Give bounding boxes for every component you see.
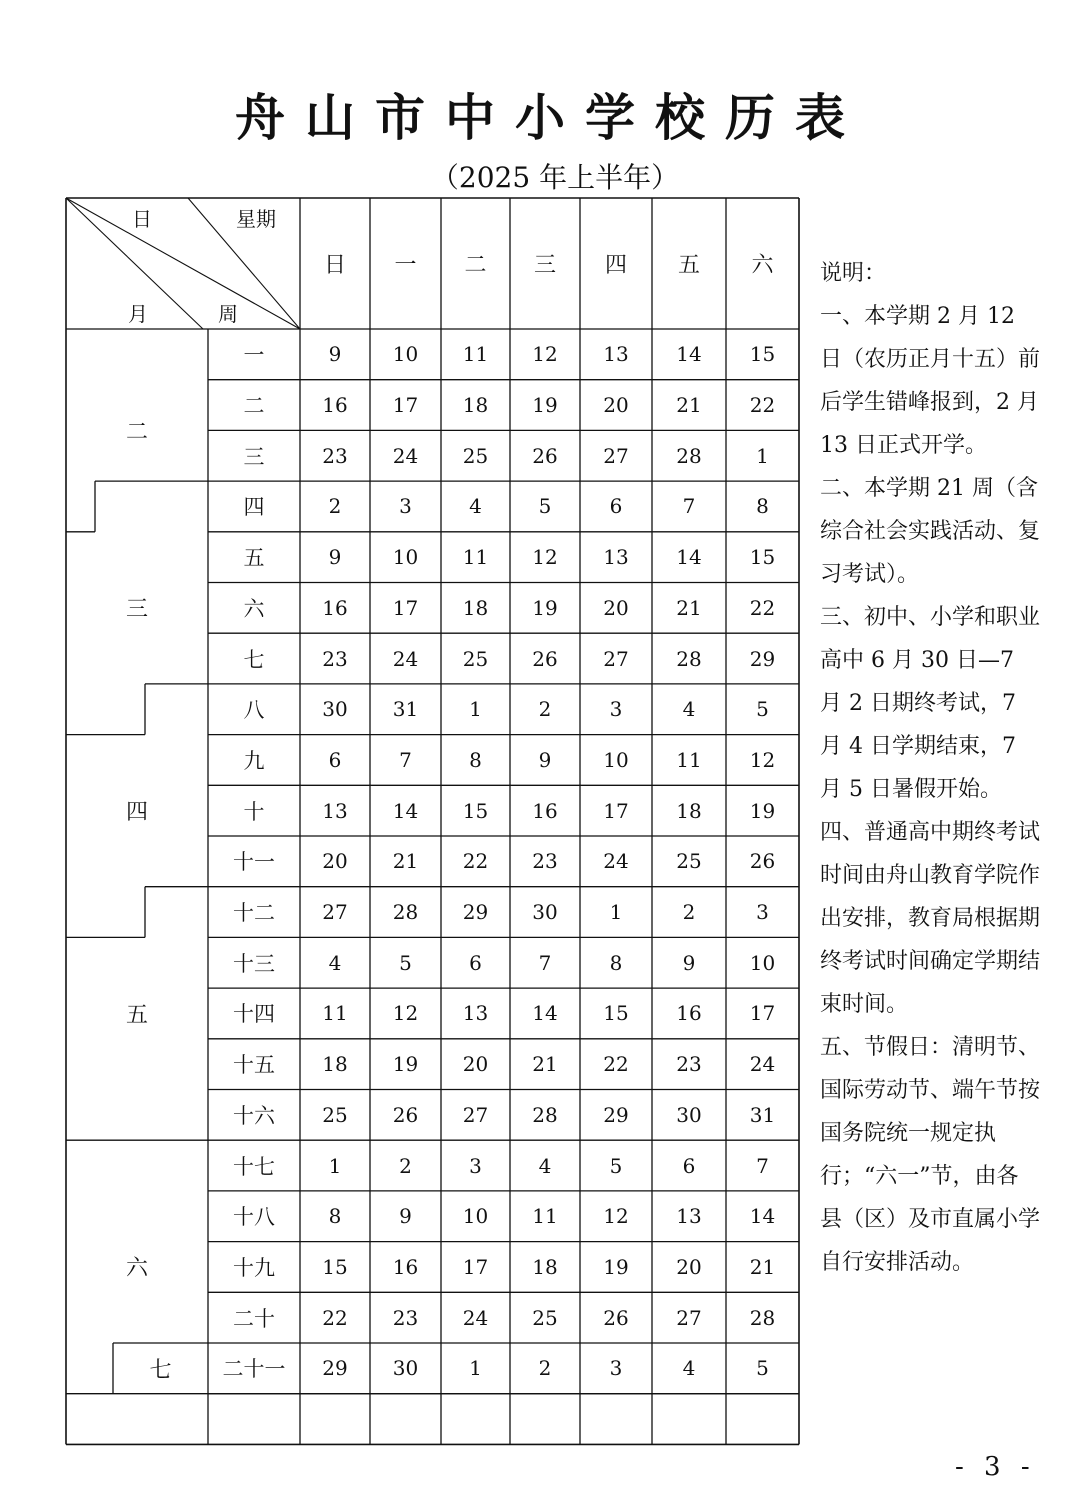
header-week-label: 周	[218, 301, 238, 326]
day-cell: 14	[676, 545, 702, 570]
day-cell: 23	[676, 1052, 702, 1077]
week-number: 十六	[233, 1103, 275, 1128]
day-cell: 28	[749, 1305, 776, 1330]
day-cell: 12	[532, 342, 558, 367]
header-weekday-label: 星期	[236, 206, 276, 231]
week-number: 十七	[233, 1154, 275, 1179]
day-cell: 2	[538, 697, 552, 722]
day-cell: 19	[392, 1052, 419, 1077]
day-cell: 3	[469, 1153, 482, 1178]
day-cell: 11	[322, 1001, 348, 1026]
day-cell: 19	[532, 595, 558, 620]
day-cell: 7	[756, 1153, 769, 1178]
day-cell: 4	[469, 494, 482, 519]
month-label: 三	[125, 597, 148, 623]
day-cell: 27	[603, 443, 629, 468]
day-cell: 9	[399, 1204, 412, 1229]
page-number: - 3 -	[955, 1452, 1036, 1482]
day-cell: 21	[676, 595, 702, 620]
day-cell: 22	[322, 1305, 348, 1330]
week-number: 五	[243, 546, 265, 571]
day-cell: 18	[462, 393, 489, 418]
day-cell: 17	[603, 798, 629, 823]
day-cell: 13	[462, 1001, 489, 1026]
day-cell: 26	[603, 1305, 629, 1330]
day-cell: 16	[322, 393, 348, 418]
day-cell: 9	[328, 342, 342, 367]
day-cell: 1	[469, 697, 482, 722]
month-label: 六	[125, 1256, 148, 1282]
day-cell: 31	[749, 1102, 776, 1127]
page-title: 舟山市中小学校历表	[235, 89, 865, 147]
day-cell: 25	[532, 1305, 558, 1330]
week-number: 十	[243, 799, 265, 824]
day-cell: 18	[462, 595, 489, 620]
weekday-header: 四	[604, 253, 627, 278]
day-cell: 19	[603, 1254, 629, 1279]
weekday-header: 三	[533, 253, 556, 278]
day-cell: 23	[322, 646, 348, 671]
day-cell: 9	[682, 950, 696, 975]
day-cell: 14	[676, 342, 702, 367]
day-cell: 28	[676, 646, 702, 671]
day-cell: 6	[609, 494, 623, 519]
day-cell: 3	[609, 697, 623, 722]
notes-heading: 说明：	[820, 261, 887, 286]
week-number: 十五	[233, 1053, 275, 1078]
day-cell: 29	[462, 900, 489, 925]
day-cell: 24	[392, 646, 419, 671]
day-cell: 26	[392, 1102, 419, 1127]
day-cell: 17	[392, 595, 419, 620]
day-cell: 4	[682, 697, 696, 722]
day-cell: 25	[462, 646, 489, 671]
day-cell: 5	[756, 1356, 769, 1381]
day-cell: 25	[462, 443, 489, 468]
day-cell: 10	[392, 545, 419, 570]
day-cell: 17	[462, 1254, 489, 1279]
day-cell: 16	[676, 1001, 702, 1026]
weekday-header: 六	[751, 253, 774, 278]
weekday-header: 二	[464, 253, 487, 278]
day-cell: 12	[749, 747, 776, 772]
day-cell: 30	[392, 1356, 419, 1381]
day-cell: 9	[328, 545, 342, 570]
day-cell: 30	[676, 1102, 702, 1127]
note-item: 三、初中、小学和职业高中 6 月 30 日—7 月 2 日期终考试，7 月 4 日学期结束，7 月 5 日暑假开始。	[820, 605, 1041, 802]
week-number: 十二	[233, 901, 275, 926]
day-cell: 1	[469, 1356, 482, 1381]
day-cell: 31	[392, 697, 419, 722]
day-cell: 15	[462, 798, 489, 823]
day-cell: 30	[322, 697, 348, 722]
day-cell: 14	[749, 1204, 776, 1229]
day-cell: 17	[392, 393, 419, 418]
week-number: 十九	[233, 1255, 275, 1280]
day-cell: 12	[532, 545, 558, 570]
day-cell: 29	[749, 646, 776, 671]
day-cell: 8	[469, 747, 482, 772]
day-cell: 2	[328, 494, 342, 519]
day-cell: 7	[682, 494, 696, 519]
week-number: 一	[243, 343, 265, 368]
day-cell: 18	[676, 798, 702, 823]
day-cell: 1	[328, 1153, 342, 1178]
day-cell: 1	[609, 900, 623, 925]
day-cell: 6	[682, 1153, 696, 1178]
day-cell: 22	[749, 595, 776, 620]
day-cell: 2	[399, 1153, 412, 1178]
day-cell: 25	[676, 849, 702, 874]
day-cell: 11	[676, 747, 702, 772]
day-cell: 16	[322, 595, 348, 620]
day-cell: 23	[322, 443, 348, 468]
day-cell: 28	[532, 1102, 558, 1127]
day-cell: 5	[756, 697, 769, 722]
day-cell: 8	[328, 1204, 342, 1229]
day-cell: 17	[749, 1001, 776, 1026]
day-cell: 24	[392, 443, 419, 468]
week-number: 三	[243, 444, 265, 469]
day-cell: 22	[603, 1052, 629, 1077]
week-number: 十一	[233, 850, 275, 875]
day-cell: 13	[603, 342, 629, 367]
day-cell: 15	[603, 1001, 629, 1026]
day-cell: 21	[676, 393, 702, 418]
day-cell: 26	[532, 443, 558, 468]
day-cell: 3	[609, 1356, 623, 1381]
day-cell: 3	[399, 494, 412, 519]
day-cell: 10	[749, 950, 776, 975]
day-cell: 20	[603, 393, 629, 418]
weekday-header: 五	[677, 253, 700, 278]
note-item: 二、本学期 21 周（含综合社会实践活动、复习考试）。	[820, 476, 1041, 587]
day-cell: 12	[603, 1204, 629, 1229]
day-cell: 14	[392, 798, 419, 823]
week-number: 十三	[233, 951, 275, 976]
day-cell: 23	[392, 1305, 419, 1330]
header-day-label: 日	[132, 206, 152, 231]
day-cell: 5	[399, 950, 412, 975]
week-number: 九	[243, 748, 265, 773]
day-cell: 22	[462, 849, 489, 874]
day-cell: 30	[532, 900, 558, 925]
day-cell: 5	[609, 1153, 623, 1178]
note-item: 五、节假日：清明节、国际劳动节、端午节按国务院统一规定执行；“六一”节，由各县（区）及市直属小学自行安排活动。	[820, 1035, 1041, 1275]
note-item: 一、本学期 2 月 12 日（农历正月十五）前后学生错峰报到，2 月 13 日正式开学。	[820, 304, 1041, 458]
day-cell: 20	[603, 595, 629, 620]
day-cell: 20	[322, 849, 348, 874]
day-cell: 4	[538, 1153, 552, 1178]
day-cell: 26	[532, 646, 558, 671]
day-cell: 3	[756, 900, 769, 925]
day-cell: 13	[676, 1204, 702, 1229]
day-cell: 15	[749, 342, 776, 367]
month-label: 五	[125, 1002, 148, 1028]
week-number: 六	[243, 596, 265, 621]
day-cell: 4	[328, 950, 342, 975]
page-subtitle: （2025 年上半年）	[430, 161, 680, 194]
day-cell: 16	[392, 1254, 419, 1279]
day-cell: 8	[756, 494, 769, 519]
day-cell: 6	[328, 747, 342, 772]
day-cell: 16	[532, 798, 558, 823]
week-number: 十八	[233, 1205, 275, 1230]
day-cell: 10	[603, 747, 629, 772]
day-cell: 11	[532, 1204, 558, 1229]
day-cell: 7	[538, 950, 552, 975]
day-cell: 6	[469, 950, 482, 975]
day-cell: 2	[538, 1356, 552, 1381]
day-cell: 29	[322, 1356, 348, 1381]
day-cell: 11	[462, 342, 489, 367]
day-cell: 24	[603, 849, 629, 874]
day-cell: 4	[682, 1356, 696, 1381]
month-label: 四	[125, 800, 148, 826]
day-cell: 1	[756, 443, 769, 468]
day-cell: 8	[609, 950, 623, 975]
day-cell: 28	[676, 443, 702, 468]
day-cell: 26	[749, 849, 776, 874]
day-cell: 27	[322, 900, 348, 925]
day-cell: 15	[749, 545, 776, 570]
week-number: 二十	[233, 1306, 275, 1331]
day-cell: 10	[462, 1204, 489, 1229]
month-label: 七	[149, 1357, 172, 1383]
day-cell: 19	[532, 393, 558, 418]
day-cell: 21	[532, 1052, 558, 1077]
week-number: 四	[243, 495, 265, 520]
note-item: 四、普通高中期终考试时间由舟山教育学院作出安排，教育局根据期终考试时间确定学期结束时间。	[820, 820, 1041, 1017]
day-cell: 12	[392, 1001, 419, 1026]
day-cell: 27	[603, 646, 629, 671]
week-number: 二十一	[222, 1357, 286, 1382]
day-cell: 19	[749, 798, 776, 823]
day-cell: 21	[392, 849, 419, 874]
day-cell: 21	[749, 1254, 776, 1279]
day-cell: 18	[532, 1254, 558, 1279]
month-label: 二	[125, 419, 148, 445]
day-cell: 5	[538, 494, 552, 519]
day-cell: 14	[532, 1001, 558, 1026]
week-number: 七	[243, 647, 265, 672]
day-cell: 25	[322, 1102, 348, 1127]
week-number: 八	[243, 698, 265, 723]
day-cell: 20	[462, 1052, 489, 1077]
day-cell: 13	[322, 798, 348, 823]
day-cell: 10	[392, 342, 419, 367]
day-cell: 9	[538, 747, 552, 772]
header-month-label: 月	[128, 301, 148, 326]
day-cell: 15	[322, 1254, 348, 1279]
day-cell: 22	[749, 393, 776, 418]
week-number: 十四	[233, 1002, 275, 1027]
day-cell: 24	[749, 1052, 776, 1077]
day-cell: 2	[682, 900, 696, 925]
day-cell: 20	[676, 1254, 702, 1279]
day-cell: 27	[676, 1305, 702, 1330]
day-cell: 29	[603, 1102, 629, 1127]
day-cell: 18	[322, 1052, 348, 1077]
notes-panel	[820, 252, 1040, 1284]
day-cell: 23	[532, 849, 558, 874]
day-cell: 13	[603, 545, 629, 570]
day-cell: 28	[392, 900, 419, 925]
week-number: 二	[243, 394, 265, 419]
day-cell: 24	[462, 1305, 489, 1330]
weekday-header: 一	[394, 253, 417, 278]
day-cell: 7	[399, 747, 412, 772]
day-cell: 27	[462, 1102, 489, 1127]
day-cell: 11	[462, 545, 489, 570]
weekday-header: 日	[323, 253, 346, 278]
